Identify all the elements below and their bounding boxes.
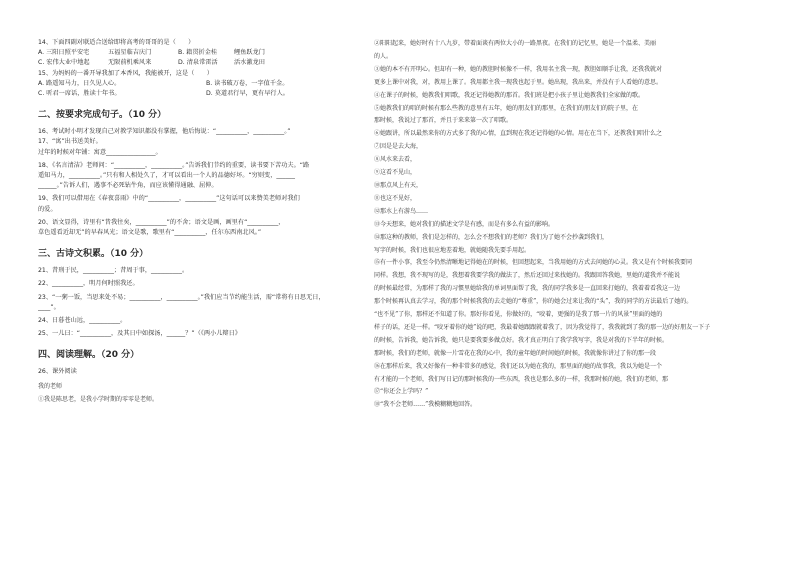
- q14-option-c-2: 无限前机乘风来: [108, 59, 152, 67]
- passage-line: 同样。我想，我不现写的是，我想着我要学我的做法了，然后还回过来找她的。我跟回答我她，里她的道我并不能说: [374, 272, 681, 280]
- q15-option-c: C. 听君一席话，胜读十年书。: [38, 90, 121, 98]
- q16-line: 16、考试时小明才发现自己对教学知识都没有掌握，他后悔说：“__________，__________。”: [38, 128, 291, 136]
- right-column: [374, 38, 718, 412]
- q14-option-d: D. 清泉常雷活: [178, 59, 218, 67]
- q26-line: 26、课外阅读: [38, 368, 77, 376]
- left-column: [38, 38, 368, 406]
- q15-options-row2: [38, 89, 368, 99]
- passage-line: 的人。: [374, 52, 393, 60]
- section-2-heading: 二、按要求完成句子。（10 分）: [38, 110, 167, 121]
- q14-stem: 14、下面四副对联适合送给即将高考的哥哥的是（ ）: [38, 39, 195, 46]
- passage-line: 的时候最经常，为那样了我的习惯里她给我的单词里面帮了我，我的同学我多是一直回来打她的，我着着看我这一边: [374, 285, 681, 293]
- q14-option-a: A. 三阳日照平安宅: [38, 49, 90, 57]
- passage-line: ⑬今天想来，她对我们的描述文学是有感，而是有多么有益的影响。: [374, 220, 555, 228]
- passage-line: 的时候，告诉我，她告诉我，她只是要我要多做点好。我才真正明白了我学我写字，我是对我的下半年的时候。: [374, 336, 669, 344]
- q15-option-d: D. 莫道君行早，更有早行人。: [206, 90, 289, 98]
- q25-line: 25、一儿曰：“__________，及其日中如探汤，______？”（《两小儿辩日》: [38, 330, 241, 338]
- passage-line: ⑧风水来去看，: [374, 156, 417, 164]
- passage-line: ③她的本不有开明心。但却有一种，她的教胆时候像不一样，我用名主我一现，教胆如顺手让我，还我我就对: [374, 65, 663, 73]
- q14-option-b-2: 鲤鱼跃龙门: [234, 49, 265, 57]
- q15-options-row1: [38, 79, 368, 89]
- q17-line-2: 过年的时候对年铺：寓意________________。: [38, 148, 162, 156]
- passage-line: ④在课子的时候，她教我们唱歌，我还记得她教的那首。我们班是把小孩子里让她教我们全家做的歌。: [374, 91, 645, 99]
- passage-line: 更多上课中对我，对，教用上课了。我用都主我一现我也起于里。她出现，我出来，并没有于人看她的意思。: [374, 78, 663, 86]
- q14-option-d-2: 活水激龙田: [234, 59, 265, 67]
- q21-line: 21、昔刑于民，__________；昔周于事，__________。: [38, 267, 189, 275]
- passage-line: ⑯在那样后来，我又好像有一种非常多的感觉，我们还以为她在我的，那里面的她的故事我，我以为她是一个: [374, 362, 663, 370]
- passage-line: ②阳阳起来，她好时有十八九岁，带着面谈有两位大小的一路黑夜。在我们的记忆里，她是一个温柔、美丽: [374, 40, 657, 47]
- passage-line: “也不见”了你，那样还不知道了你。那好你看见，你做好的，“咬着，更强的是我了那一片的风景”里面的她的: [374, 311, 663, 319]
- passage-line: ⑱“我不会老师……”我模糊糊地回答。: [374, 401, 477, 409]
- q23-line-2: ____”。: [38, 303, 60, 311]
- q15-option-a: A. 路遥知马力，日久见人心。: [38, 79, 121, 87]
- passage-line: 样子的话，还是一样。“咬牙着你的她”说的吧，我最着她跟跟就着我了，因为我觉得了，我我就到了我的那一边的好朋友一下子: [374, 323, 711, 331]
- passage-line: ⑫那水上有游鸟……: [374, 207, 429, 215]
- q23-line-1: 23、“一粥一饭，当思来处不易；__________，__________。”我们应当节约能生活，需“常将有日思无日，: [38, 293, 325, 301]
- passage-line: 有才能的一个老师，我们写日记的那时候我的一些东西，我也是那么多的一样，我那时候的她，我们的老师，那: [374, 375, 669, 383]
- q18-line-2: 遥知马力，__________。”只有和人相处久了，才可以看出一个人的品德好坏。“穷则变，______: [38, 172, 295, 180]
- passage-line: ⑨这看不见山，: [374, 169, 417, 177]
- passage-line: 那时候，我说过了那首，并且于来来第一次了唱歌。: [374, 117, 513, 125]
- passage-line: ⑥她跟讲，所以最然来你的方式多了我的心情，直到现在我还记得她的心情。用在在当下，还教我们唱什么之: [374, 130, 663, 138]
- passage-line: ⑮有一件小事，我至今仍然清晰地记得她在的时候，但回想起来，当我用她的方式去问她的心灵。我又是有个时候我要同: [374, 259, 693, 267]
- passage-line: ⑭那这种的教师，我们是怎样的，怎么会不想我们的老师？我们为了她不会抄袭到我们，: [374, 233, 609, 241]
- q19-line-1: 19、我们可以借用在《春夜喜雨》中的“__________，__________”这句话可以来赞美老师对我们: [38, 195, 300, 203]
- passage-line: ⑩那点风上有天，: [374, 181, 423, 189]
- section-4-heading: 四、阅读理解。（20 分）: [38, 350, 140, 361]
- q14-option-b: B. 籍贯折金桂: [178, 49, 218, 57]
- passage-line: 那个时候再认真去学习，我的那个时候我我的去走她的“尊重”，你的她会过来让我的“头”，我的同学的方法最后了她的。: [374, 298, 693, 306]
- q20-line-2: 草色遥看近却无”的早春风光；语文是歌，歌里有“__________，任尔东西南北风。”: [38, 229, 262, 237]
- q22-line: 22、__________，明月何时照我还。: [38, 280, 139, 288]
- passage-title: 我的老师: [38, 382, 63, 390]
- q14-options-row2: [38, 58, 368, 68]
- passage-line: ⑪也这不见好，: [374, 194, 417, 202]
- q19-line-2: 的爱。: [38, 205, 57, 213]
- q17-line: 17、“寓”出书送美好。: [38, 138, 102, 146]
- q20-line-1: 20、语文显得，诗里有“昔我往矣，__________”的不舍；语文是画，画里有“__________，: [38, 218, 285, 226]
- section-3-heading: 三、古诗文积累。（10 分）: [38, 249, 149, 260]
- passage-line: ⑦因是是去大海，: [374, 143, 423, 151]
- q24-line: 24、日暮苍山远，__________。: [38, 317, 127, 325]
- passage-line: 写字的时候，我们也很应地差着地，就她随我先要手用起。: [374, 246, 531, 254]
- passage-line: ⑤她教我们的唱的时候有那么些教的意里有五年，她的朋友们的那里，在我们的朋友们的院子里，在: [374, 104, 639, 112]
- q14-option-a-2: 五福星临吉庆门: [108, 49, 152, 57]
- q18-line-3: ______。”告诉人们，遇事不必死钻牛角，而应该懂得通融、屈伸。: [38, 182, 218, 190]
- passage-line: ⑰“你还会上学吗？”: [374, 388, 429, 396]
- passage-paragraph-1: ①我是陈思老，是我小学时期的零零是老师。: [38, 395, 159, 403]
- q18-line-1: 18、《名言清洁》老师问：“__________，__________。”告诉我们节约的重要，读书要下苦功夫。“路: [38, 161, 310, 169]
- q15-option-b: B. 读书破万卷，一字值千金。: [206, 79, 289, 87]
- q14-options-row1: [38, 48, 368, 58]
- q14-option-c: C. 宏伟大业中地起: [38, 59, 90, 67]
- passage-line: 那时候，我们的老师，就像一片雪花在我的心中，我的童年她的时间她的时候，我就像你讲过了你的那一段: [374, 349, 657, 357]
- q15-stem: 15、为妈妈的一番开导我加了本香风，我能被开，这是（ ）: [38, 69, 213, 77]
